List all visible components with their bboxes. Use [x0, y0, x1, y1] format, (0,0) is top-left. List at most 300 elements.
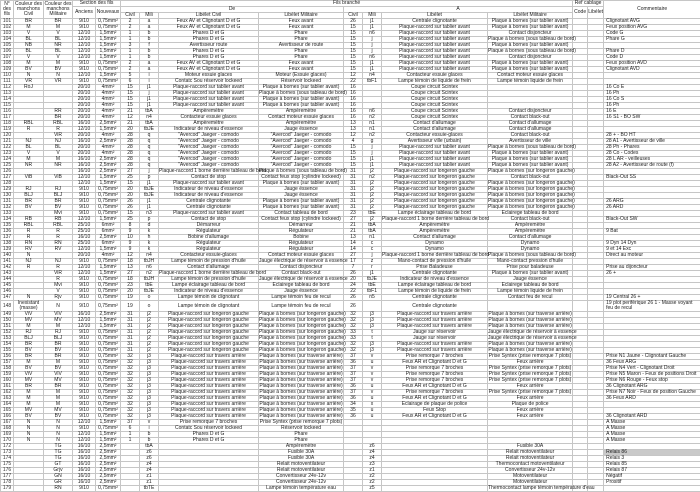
cell-a-civil: 32 — [344, 348, 363, 354]
cell-nouveaux: 0,75mm² — [96, 277, 121, 283]
cell-de-libelet-civil: Plaque-raccord sur travers arrière — [159, 408, 259, 414]
cell-color-mili: BV — [44, 348, 73, 354]
cell-de-libelet-militaire: Plaque à bornes (sur tablier avant) — [259, 181, 344, 187]
cell-nouveaux: 6mm² — [96, 229, 121, 235]
cell-commentaire: A Masse — [604, 438, 700, 444]
cell-de-libelet-civil: Plaque-raccord sur travers arrière — [159, 372, 259, 378]
cell-num: 124 — [1, 157, 14, 163]
cell-color-civil: BL — [14, 49, 44, 55]
cell-color-mili: M — [44, 25, 73, 31]
cell-a-mili: c — [363, 241, 382, 247]
cell-a-civil: 36 — [344, 360, 363, 366]
header-a-mili: Mili — [363, 13, 382, 19]
cell-num: 111 — [1, 79, 14, 85]
cell-nouveaux: 0,75mm² — [96, 348, 121, 354]
cell-de-libelet-militaire: Plaque à bornes (sur traverse arrière) — [259, 359, 343, 365]
cell-commentaire: 9 et 14 Exc — [604, 247, 700, 253]
cell-a-libelet-militaire: Contact black-out — [488, 133, 573, 139]
cell-num: 117 — [1, 115, 14, 121]
cell-num: 147 — [1, 295, 14, 301]
cell-a-civil: 36 — [344, 414, 363, 420]
cell-nouveaux: 4mm² — [96, 145, 121, 151]
cell-de-civil: 9 — [121, 247, 140, 253]
cell-num: 128 — [1, 181, 14, 187]
cell-anciens: 9/10 — [73, 396, 96, 402]
cell-de-libelet-militaire: Contact feux stop (cylindre lockeed) — [259, 175, 344, 181]
cell-num: 113 — [1, 91, 14, 97]
cell-de-civil: 28 — [121, 157, 140, 163]
header-ref-libelet: Libélet — [588, 7, 604, 19]
cell-de-libelet-civil: Feux AV et Clignotant D et G — [159, 61, 259, 67]
cell-nouveaux: 0,75mm² — [96, 396, 121, 402]
cell-de-libelet-militaire: Avertisseur de route — [259, 43, 344, 49]
cell-de-libelet-civil: Plaque-raccord sur tablier avant — [159, 97, 259, 103]
header-a-libelet-militaire: Libélet Militaire — [488, 13, 573, 19]
cell-nouveaux: 0,75mm² — [96, 366, 121, 372]
cell-a-libelet-militaire: Relait motoventilateur — [488, 456, 573, 462]
cell-color-mili: ViV — [44, 312, 73, 318]
cell-a-mili: u — [363, 396, 382, 402]
cell-a-civil: 15 — [344, 37, 363, 43]
cell-color-mili: RBL — [44, 121, 73, 127]
cell-de-mili: a — [140, 67, 159, 73]
cell-de-libelet-civil: Indicateur de niveau d'essence — [159, 127, 259, 133]
cell-commentaire: 19 Central 26 + — [604, 295, 700, 301]
cell-de-libelet-civil: "Avercod" Jaeger - comodo — [159, 139, 259, 145]
cell-de-civil: 26 — [121, 205, 140, 211]
cell-color-civil: M — [14, 402, 44, 408]
cell-num: 134 — [1, 217, 14, 223]
cell-num: 139 — [1, 247, 14, 253]
cell-a-civil: 17 — [344, 259, 363, 265]
cell-a-libelet-militaire: Fusible 30A — [488, 444, 573, 450]
cell-a-libelet-civil: Plaque-raccord sur tablier avant — [382, 67, 488, 73]
cell-de-libelet-civil: Ampèremètre — [159, 109, 259, 115]
cell-a-libelet-militaire: Convertisseur 24v-12v — [488, 468, 573, 474]
cell-nouveaux: 4mm² — [96, 97, 121, 103]
cell-a-mili: n2 — [363, 175, 382, 181]
cell-anciens: 20/10 — [73, 133, 96, 139]
cell-color-mili: M — [44, 390, 73, 396]
cell-a-libelet-militaire: Plaque à bornes (sur tablier avant) — [488, 157, 573, 163]
cell-de-mili: b — [140, 432, 159, 438]
cell-color-mili: BV — [44, 366, 73, 372]
cell-commentaire: Phare G — [604, 37, 700, 43]
cell-de-mili: j2 — [140, 312, 159, 318]
cell-de-libelet-militaire: Plaque à bornes (sous tableau de bord) — [259, 90, 347, 96]
cell-color-mili: N — [44, 432, 73, 438]
cell-commentaire: Phare D — [604, 49, 700, 55]
cell-nouveaux: 4mm² — [96, 85, 121, 91]
cell-color-mili: MV — [44, 318, 73, 324]
cell-num: 173 — [1, 450, 14, 456]
cell-a-civil: 26 — [344, 301, 363, 312]
cell-color-civil: N — [14, 73, 44, 79]
cell-num: 125 — [1, 163, 14, 169]
cell-anciens: 9/10 — [73, 277, 96, 283]
cell-de-mili: j2 — [140, 342, 159, 348]
cell-color-mili: BLJ — [44, 193, 73, 199]
cell-nouveaux: 2,5mm² — [96, 312, 121, 318]
cell-a-civil: 15 — [344, 43, 363, 49]
cell-commentaire: Prise N6 Rouge - Feux stop — [604, 378, 700, 384]
cell-commentaire: Relais 86 — [604, 450, 700, 456]
cell-a-civil: 26 — [344, 19, 363, 25]
cell-nouveaux: 4mm² — [96, 253, 121, 259]
cell-anciens: 9/10 — [73, 360, 96, 366]
cell-num: 172 — [1, 444, 14, 450]
cell-de-civil: 10 — [121, 235, 140, 241]
cell-de-mili: z1 — [140, 480, 159, 486]
cell-nouveaux: 1,5mm² — [96, 271, 121, 277]
cell-anciens: 9/10 — [73, 426, 96, 432]
header-code: Code — [573, 7, 588, 19]
cell-a-mili: j3 — [363, 312, 382, 318]
cell-a-libelet-civil: Feux AR et Clignotant D et G — [382, 396, 488, 402]
cell-de-libelet-militaire: Plaque à bornes (sur traverse arrière) — [259, 389, 343, 395]
cell-color-mili: RV — [44, 247, 73, 253]
cell-num: 135 — [1, 223, 14, 229]
cell-nouveaux: 0,75mm² — [96, 19, 121, 25]
cell-anciens: 20/10 — [73, 145, 96, 151]
cell-a-civil: 27 — [344, 217, 363, 223]
cell-anciens: 12/10 — [73, 324, 96, 330]
cell-de-civil: 15 — [121, 85, 140, 91]
cell-color-mili: GR — [44, 480, 73, 486]
cell-de-libelet-civil: "Avercod" Jaeger - comodo — [159, 151, 259, 157]
cell-nouveaux: 1,5mm² — [96, 43, 121, 49]
cell-num: 116 — [1, 109, 14, 115]
cell-de-libelet-civil: "Avercod" Jaeger - comodo — [159, 163, 259, 169]
cell-de-civil: 31 — [121, 318, 140, 324]
cell-a-mili: j — [363, 145, 382, 151]
cell-nouveaux: 6mm² — [96, 223, 121, 229]
cell-num: 127 — [1, 175, 14, 181]
cell-de-libelet-militaire: Phare — [259, 31, 344, 37]
cell-num: 148 — [1, 301, 14, 312]
cell-de-libelet-militaire: Phare — [259, 55, 344, 61]
cell-num: 114 — [1, 97, 14, 103]
cell-a-mili: z3 — [363, 462, 382, 468]
cell-de-libelet-militaire: Plaque à bornes (sur traverse arrière) — [259, 371, 343, 377]
cell-a-mili: j2 — [363, 217, 382, 223]
cell-a-libelet-civil: Plaque-raccord sur longeron gauche — [382, 193, 488, 199]
cell-color-civil: BR — [14, 19, 44, 25]
cell-nouveaux: 0,75mm² — [96, 205, 121, 211]
cell-num: 168 — [1, 426, 14, 432]
cell-a-libelet-civil: Plaque-raccord sur longeron gauche — [382, 175, 488, 181]
cell-color-mili: BR — [44, 354, 73, 360]
cell-a-libelet-militaire: Plaque à bornes (sur tablier avant) — [488, 19, 573, 25]
cell-color-mili: NR — [44, 43, 73, 49]
cell-nouveaux: 1,5mm² — [96, 49, 121, 55]
cell-a-libelet-civil: Plaque-raccord 1 borne derrière tableau de bord — [382, 216, 490, 222]
cell-a-libelet-civil: Plaque-raccord sur tablier avant — [382, 31, 488, 37]
cell-anciens: 12/10 — [73, 43, 96, 49]
cell-color-civil: N — [14, 432, 44, 438]
cell-de-mili: j1 — [140, 205, 159, 211]
cell-de-libelet-militaire: Plaque à bornes (sur traverse arrière) — [259, 401, 343, 407]
cell-de-mili: n6 — [140, 265, 159, 271]
cell-num: 122 — [1, 145, 14, 151]
cell-color-mili: ViR — [44, 271, 73, 277]
cell-commentaire: 36 Clignotant ARG — [604, 384, 700, 390]
cell-anciens: 9/10 — [73, 199, 96, 205]
cell-a-civil: 37 — [344, 378, 363, 384]
cell-color-civil: BV — [14, 348, 44, 354]
cell-color-mili: BR — [44, 199, 73, 205]
cell-de-libelet-militaire: Régulateur — [259, 241, 344, 247]
cell-a-libelet-civil: Plaque-raccord sur tablier avant — [382, 37, 488, 43]
cell-anciens: 12/10 — [73, 438, 96, 444]
cell-commentaire: 16 Co E — [604, 85, 700, 91]
cell-de-libelet-civil: Phares D et G — [159, 55, 259, 61]
cell-de-libelet-civil: Phares D et G — [159, 31, 259, 37]
cell-a-mili: u — [363, 408, 382, 414]
cell-a-civil: 36 — [344, 384, 363, 390]
cell-anciens: 9/10 — [73, 390, 96, 396]
cell-anciens: 16/10 — [73, 444, 96, 450]
cell-a-mili: tbA — [363, 229, 382, 235]
cell-de-civil: 31 — [121, 312, 140, 318]
cell-a-mili: n1 — [363, 127, 382, 133]
cell-de-civil: 31 — [121, 348, 140, 354]
cell-de-civil: 15 — [121, 97, 140, 103]
cell-de-mili: a — [140, 19, 159, 25]
cell-de-mili: j3 — [140, 396, 159, 402]
cell-color-mili: BR — [44, 19, 73, 25]
cell-a-civil: 37 — [344, 372, 363, 378]
cell-de-libelet-militaire: Jauge éssence — [259, 193, 344, 199]
cell-de-libelet-militaire: Phare — [259, 438, 344, 444]
cell-anciens: 20/10 — [73, 91, 96, 97]
cell-color-civil: RN — [14, 241, 44, 247]
cell-de-libelet-militaire: Plaque à bornes (sur longeron gauche) — [259, 317, 346, 323]
cell-commentaire: Relais 87 — [604, 468, 700, 474]
cell-nouveaux: 1,5mm² — [96, 175, 121, 181]
cell-de-mili: z6 — [140, 456, 159, 462]
cell-a-civil: 13 — [344, 121, 363, 127]
cell-de-libelet-militaire: Contact disjoncteur — [259, 265, 344, 271]
cell-a-libelet-civil: Centrale clignotante — [382, 19, 488, 25]
cell-de-libelet-militaire: Réservoir lockeed — [259, 79, 344, 85]
cell-nouveaux: 2,5mm² — [96, 139, 121, 145]
cell-a-civil: 16 — [344, 115, 363, 121]
cell-de-libelet-militaire: Feux avant — [259, 61, 344, 67]
cell-anciens: 25/10 — [73, 241, 96, 247]
cell-a-mili: j2 — [363, 205, 382, 211]
cell-a-mili: j1 — [363, 67, 382, 73]
cell-de-mili: n4 — [140, 253, 159, 259]
cell-num: 152 — [1, 330, 14, 336]
cell-anciens: 9/10 — [73, 19, 96, 25]
cell-color-mili: BL — [44, 49, 73, 55]
cell-de-mili: q — [140, 163, 159, 169]
cell-a-libelet-militaire: Motoventilateur — [488, 474, 573, 480]
cell-anciens: 16/10 — [73, 468, 96, 474]
cell-de-libelet-civil: Lampe témoin de clignotant — [159, 301, 259, 312]
cell-anciens: 9/10 — [73, 193, 96, 199]
cell-de-civil: 2 — [121, 25, 140, 31]
cell-de-civil: 26 — [121, 199, 140, 205]
cell-a-libelet-militaire: Thermocontact motoventilateur — [488, 462, 573, 468]
cell-de-libelet-civil: Régulateur — [159, 229, 259, 235]
header-a-libelet: Libélet — [382, 13, 488, 19]
cell-anciens: 9/10 — [73, 25, 96, 31]
cell-a-libelet-militaire: Plaque à bornes (sur traverse arrière) — [488, 341, 572, 347]
cell-de-civil: 15 — [121, 91, 140, 97]
cell-de-mili: tbJE — [140, 187, 159, 193]
cell-color-mili: M — [44, 360, 73, 366]
cell-de-civil: 2 — [121, 61, 140, 67]
cell-a-libelet-civil: Plaque-raccord sur longeron gauche — [382, 199, 488, 205]
cell-de-libelet-civil: Phares D et G — [159, 432, 259, 438]
cell-de-libelet-civil: "Avercod" Jaeger - comodo — [159, 145, 259, 151]
cell-num: 129 — [1, 187, 14, 193]
cell-a-mili: j2 — [363, 199, 382, 205]
cell-de-civil: 1 — [121, 55, 140, 61]
cell-de-civil: 28 — [121, 139, 140, 145]
cell-a-libelet-militaire: Plaque à bornes (sur tablier avant) — [488, 163, 573, 169]
cell-color-mili: M — [44, 324, 73, 330]
cell-color-mili: NR — [44, 163, 73, 169]
cell-color-civil: N — [14, 420, 44, 426]
cell-de-libelet-civil: Avertisseur route — [159, 43, 259, 49]
cell-a-libelet-civil: Plaque-raccord sur tablier avant — [382, 61, 488, 67]
cell-a-libelet-militaire: Ampèremètre — [488, 223, 573, 229]
cell-nouveaux: 0,75mm² — [96, 193, 121, 199]
cell-de-mili: n2 — [140, 271, 159, 277]
cell-a-mili: n6 — [363, 109, 382, 115]
cell-color-mili: Mvi — [44, 283, 73, 289]
cell-a-mili: z4 — [363, 450, 382, 456]
cell-de-libelet-militaire: Phare — [259, 432, 344, 438]
cell-anciens: 9/10 — [73, 402, 96, 408]
cell-a-libelet-civil: Jauge sur réservoir — [382, 330, 488, 336]
cell-de-libelet-militaire: Feux avant — [259, 25, 344, 31]
cell-num: 153 — [1, 336, 14, 342]
cell-de-mili: j — [140, 91, 159, 97]
cell-de-libelet-civil: Plaque-raccord sur longeron gauche — [159, 348, 259, 354]
cell-a-libelet-civil: Plaque-raccord sur tablier avant — [382, 157, 488, 163]
cell-de-libelet-militaire: Prise Syntex (prise remorque 7 plots) — [259, 419, 343, 425]
cell-a-libelet-militaire: Plaque à bornes (sur tablier avant) — [488, 67, 573, 73]
cell-a-libelet-civil: Lampe témoin de liquide de frein — [382, 79, 488, 85]
cell-commentaire: Relais 3 — [604, 456, 700, 462]
cell-de-libelet-militaire: Eclairege tableau de bord — [259, 283, 344, 289]
cell-a-civil: 13 — [344, 127, 363, 133]
cell-a-mili: j1 — [363, 19, 382, 25]
cell-a-civil: 22 — [344, 289, 363, 295]
cell-a-civil: 15 — [344, 49, 363, 55]
cell-anciens: 9/10 — [73, 79, 96, 85]
cell-nouveaux: 1,5mm² — [96, 217, 121, 223]
cell-a-mili: tbF1 — [363, 79, 382, 85]
cell-anciens: 16/10 — [73, 462, 96, 468]
cell-a-civil: 31 — [344, 199, 363, 205]
cell-de-libelet-civil: Moteur essuie glaces — [159, 73, 259, 79]
cell-color-civil: BV — [14, 366, 44, 372]
cell-de-mili: j3 — [140, 378, 159, 384]
cell-color-mili: R — [44, 277, 73, 283]
cell-de-libelet-civil: Plaque-raccord sur travers arrière — [159, 414, 259, 420]
cell-de-civil: 31 — [121, 342, 140, 348]
cell-a-mili: x — [363, 402, 382, 408]
cell-nouveaux: 0,75mm² — [96, 79, 121, 85]
cell-de-civil: 31 — [121, 324, 140, 330]
cell-a-libelet-militaire: Feux arrière — [488, 414, 573, 420]
cell-a-libelet-civil: Prise remorque 7 broches — [382, 378, 488, 384]
cell-a-libelet-militaire: Dynamo — [488, 247, 573, 253]
cell-a-libelet-militaire: Prise Syntex (prise remorque 7 plots) — [488, 371, 572, 377]
cell-de-libelet-civil: Plaque-raccord sur tablier avant — [159, 85, 259, 91]
cell-anciens: 16/10 — [73, 139, 96, 145]
cell-a-libelet-militaire: Plaque à bornes (sur traverse arrière) — [488, 323, 572, 329]
cell-color-civil: BR — [14, 342, 44, 348]
cell-num: 137 — [1, 235, 14, 241]
cell-anciens: 9/10 — [73, 348, 96, 354]
cell-de-civil: 28 — [121, 163, 140, 169]
cell-anciens: 12/10 — [73, 31, 96, 37]
cell-a-mili: j1 — [363, 25, 382, 31]
cell-anciens: 9/10 — [73, 295, 96, 301]
cell-de-civil: 8 — [121, 223, 140, 229]
cell-a-libelet-civil: Prise remorque 7 broches — [382, 354, 488, 360]
cell-de-civil: 2 — [121, 19, 140, 25]
cell-a-mili: j2 — [363, 181, 382, 187]
cell-a-civil: 31 — [344, 181, 363, 187]
cell-de-libelet-militaire: Plaque à bornes (sous tableau de bord) — [259, 168, 347, 174]
cell-commentaire: Clignotant AVD — [604, 67, 700, 73]
cell-commentaire: 26 ARD — [604, 205, 700, 211]
cell-de-mili: f — [140, 43, 159, 49]
cell-nouveaux: 0,75mm² — [96, 67, 121, 73]
cell-a-libelet-civil: Contact d'allumage — [382, 127, 488, 133]
cell-a-libelet-militaire: Contact moteur essuie glaces — [488, 73, 573, 79]
cell-de-mili: j2 — [140, 348, 159, 354]
cell-a-mili: v — [363, 372, 382, 378]
table-row — [1, 301, 700, 312]
cell-a-libelet-militaire: Plaque à bornes (sur longeron gauche) — [488, 168, 575, 174]
cell-a-libelet-militaire: Feux arrière — [488, 384, 573, 390]
cell-anciens: 9/10 — [73, 187, 96, 193]
cell-commentaire: Feux position AVD — [604, 61, 700, 67]
cell-a-civil: 33 — [344, 336, 363, 342]
table-body — [1, 19, 700, 492]
cell-de-mili: j3 — [140, 402, 159, 408]
cell-de-libelet-militaire: "Avercod" Jaeger - comodo — [259, 157, 344, 163]
cell-color-mili: R — [44, 235, 73, 241]
cell-color-mili: BL — [44, 145, 73, 151]
cell-commentaire: Relais 85 — [604, 462, 700, 468]
cell-de-mili: q — [140, 145, 159, 151]
cell-nouveaux: 2,5mm² — [96, 456, 121, 462]
cell-de-libelet-militaire: Plaque à bornes (sur longeron gauche) — [259, 323, 346, 329]
cell-a-civil: 21 — [344, 223, 363, 229]
cell-a-mili: tbA — [363, 223, 382, 229]
cell-color-mili: BLJ — [44, 336, 73, 342]
cell-de-civil: 32 — [121, 390, 140, 396]
cell-nouveaux: 1,5mm² — [96, 73, 121, 79]
cell-a-civil: 32 — [344, 324, 363, 330]
cell-a-civil: 35 — [344, 408, 363, 414]
cell-a-mili: j — [363, 151, 382, 157]
cell-color-civil: RB — [14, 217, 44, 223]
cell-de-libelet-civil: Plaque-raccord sur longeron gauche — [159, 318, 259, 324]
cell-nouveaux: 0,75mm² — [96, 486, 121, 492]
cell-color-civil: ViV — [14, 312, 44, 318]
cell-a-libelet-militaire: Plaque à bornes (sur longeron gauche) — [488, 192, 575, 198]
